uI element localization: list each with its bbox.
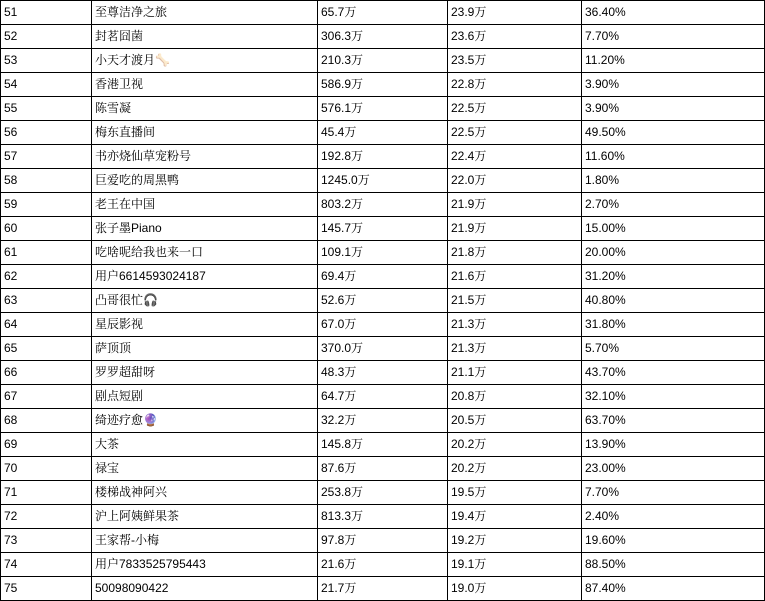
growth-rate-cell[interactable]: 40.80% [582,289,765,313]
rank-cell[interactable]: 70 [1,457,92,481]
follower-total-cell[interactable]: 586.9万 [318,73,448,97]
table-row [1,457,765,481]
follower-gain-cell[interactable]: 20.8万 [448,385,582,409]
follower-total-cell[interactable]: 813.3万 [318,505,448,529]
account-name-cell[interactable]: 梅东直播间 [92,121,318,145]
follower-total-cell[interactable]: 145.7万 [318,217,448,241]
account-name-cell[interactable]: 50098090422 [92,577,318,601]
table-row [1,25,765,49]
account-name-cell[interactable]: 绮迹疗愈🔮 [92,409,318,433]
follower-total-cell[interactable]: 192.8万 [318,145,448,169]
growth-rate-cell[interactable]: 43.70% [582,361,765,385]
growth-rate-cell[interactable]: 36.40% [582,1,765,25]
follower-total-cell[interactable]: 21.6万 [318,553,448,577]
account-name-cell[interactable]: 大茶 [92,433,318,457]
rank-cell[interactable]: 62 [1,265,92,289]
growth-rate-cell[interactable]: 13.90% [582,433,765,457]
rank-cell[interactable]: 67 [1,385,92,409]
follower-gain-cell[interactable]: 21.1万 [448,361,582,385]
rank-cell[interactable]: 68 [1,409,92,433]
follower-gain-cell[interactable]: 21.9万 [448,193,582,217]
follower-gain-cell[interactable]: 22.5万 [448,97,582,121]
growth-rate-cell[interactable]: 15.00% [582,217,765,241]
rank-cell[interactable]: 54 [1,73,92,97]
growth-rate-cell[interactable]: 3.90% [582,97,765,121]
follower-total-cell[interactable]: 803.2万 [318,193,448,217]
growth-rate-cell[interactable]: 23.00% [582,457,765,481]
follower-total-cell[interactable]: 48.3万 [318,361,448,385]
follower-total-cell[interactable]: 67.0万 [318,313,448,337]
table-row [1,289,765,313]
growth-rate-cell[interactable]: 87.40% [582,577,765,601]
account-name-cell[interactable]: 用户6614593024187 [92,265,318,289]
growth-rate-cell[interactable]: 31.80% [582,313,765,337]
table-row [1,49,765,73]
rank-cell[interactable]: 57 [1,145,92,169]
account-name-cell[interactable]: 书亦烧仙草宠粉号 [92,145,318,169]
table-row [1,265,765,289]
follower-gain-cell[interactable]: 23.5万 [448,49,582,73]
rank-cell[interactable]: 65 [1,337,92,361]
follower-total-cell[interactable]: 210.3万 [318,49,448,73]
account-name-cell[interactable]: 巨爱吃的周黑鸭 [92,169,318,193]
follower-gain-cell[interactable]: 22.5万 [448,121,582,145]
rank-cell[interactable]: 58 [1,169,92,193]
account-name-cell[interactable]: 沪上阿姨鲜果茶 [92,505,318,529]
rank-cell[interactable]: 59 [1,193,92,217]
table-row [1,121,765,145]
growth-rate-cell[interactable]: 32.10% [582,385,765,409]
account-name-cell[interactable]: 张子墨Piano [92,217,318,241]
table-row [1,313,765,337]
account-name-cell[interactable]: 吃啥呢给我也来一口 [92,241,318,265]
follower-total-cell[interactable]: 64.7万 [318,385,448,409]
growth-rate-cell[interactable]: 11.20% [582,49,765,73]
growth-rate-cell[interactable]: 63.70% [582,409,765,433]
growth-rate-cell[interactable]: 5.70% [582,337,765,361]
rank-cell[interactable]: 61 [1,241,92,265]
growth-rate-cell[interactable]: 1.80% [582,169,765,193]
table-row [1,505,765,529]
account-name-cell[interactable]: 用户7833525795443 [92,553,318,577]
account-name-cell[interactable]: 楼梯战神阿兴 [92,481,318,505]
rank-cell[interactable]: 73 [1,529,92,553]
follower-total-cell[interactable]: 52.6万 [318,289,448,313]
table-row [1,481,765,505]
follower-total-cell[interactable]: 69.4万 [318,265,448,289]
growth-rate-cell[interactable]: 7.70% [582,25,765,49]
table-row [1,145,765,169]
table-row [1,385,765,409]
growth-rate-cell[interactable]: 19.60% [582,529,765,553]
account-name-cell[interactable]: 禄宝 [92,457,318,481]
account-name-cell[interactable]: 小天才渡月🦴 [92,49,318,73]
follower-total-cell[interactable]: 87.6万 [318,457,448,481]
account-name-cell[interactable]: 封茗囧菌 [92,25,318,49]
follower-total-cell[interactable]: 306.3万 [318,25,448,49]
follower-total-cell[interactable]: 32.2万 [318,409,448,433]
rank-cell[interactable]: 75 [1,577,92,601]
follower-gain-cell[interactable]: 23.6万 [448,25,582,49]
follower-total-cell[interactable]: 65.7万 [318,1,448,25]
follower-gain-cell[interactable]: 22.8万 [448,73,582,97]
follower-gain-cell[interactable]: 21.5万 [448,289,582,313]
account-name-cell[interactable]: 星辰影视 [92,313,318,337]
follower-total-cell[interactable]: 370.0万 [318,337,448,361]
follower-gain-cell[interactable]: 19.4万 [448,505,582,529]
account-name-cell[interactable]: 香港卫视 [92,73,318,97]
rank-cell[interactable]: 63 [1,289,92,313]
rank-cell[interactable]: 72 [1,505,92,529]
table-row [1,409,765,433]
growth-rate-cell[interactable]: 20.00% [582,241,765,265]
account-name-cell[interactable]: 老王在中国 [92,193,318,217]
rank-cell[interactable]: 66 [1,361,92,385]
follower-gain-cell[interactable]: 20.2万 [448,433,582,457]
table-row [1,217,765,241]
follower-gain-cell[interactable]: 23.9万 [448,1,582,25]
follower-gain-cell[interactable]: 21.6万 [448,265,582,289]
account-name-cell[interactable]: 王家帮-小梅 [92,529,318,553]
table-row [1,97,765,121]
growth-rate-cell[interactable]: 2.40% [582,505,765,529]
follower-gain-cell[interactable]: 19.0万 [448,577,582,601]
table-row [1,169,765,193]
table-row [1,433,765,457]
growth-rate-cell[interactable]: 3.90% [582,73,765,97]
rank-cell[interactable]: 64 [1,313,92,337]
ranking-table-body [1,1,765,601]
follower-gain-cell[interactable]: 19.2万 [448,529,582,553]
follower-gain-cell[interactable]: 21.8万 [448,241,582,265]
table-row [1,1,765,25]
table-row [1,337,765,361]
follower-total-cell[interactable]: 253.8万 [318,481,448,505]
growth-rate-cell[interactable]: 7.70% [582,481,765,505]
follower-gain-cell[interactable]: 20.5万 [448,409,582,433]
follower-total-cell[interactable]: 576.1万 [318,97,448,121]
follower-total-cell[interactable]: 109.1万 [318,241,448,265]
rank-cell[interactable]: 71 [1,481,92,505]
rank-cell[interactable]: 55 [1,97,92,121]
follower-gain-cell[interactable]: 22.0万 [448,169,582,193]
follower-gain-cell[interactable]: 19.5万 [448,481,582,505]
growth-rate-cell[interactable]: 31.20% [582,265,765,289]
account-name-cell[interactable]: 剧点短剧 [92,385,318,409]
rank-cell[interactable]: 53 [1,49,92,73]
table-row [1,241,765,265]
account-name-cell[interactable]: 凸哥很忙🎧 [92,289,318,313]
rank-cell[interactable]: 69 [1,433,92,457]
account-name-cell[interactable]: 至尊洁净之旅 [92,1,318,25]
follower-total-cell[interactable]: 21.7万 [318,577,448,601]
table-row [1,553,765,577]
account-name-cell[interactable]: 罗罗超甜呀 [92,361,318,385]
growth-rate-cell[interactable]: 2.70% [582,193,765,217]
follower-gain-cell[interactable]: 21.3万 [448,337,582,361]
rank-cell[interactable]: 51 [1,1,92,25]
table-row [1,73,765,97]
follower-total-cell[interactable]: 97.8万 [318,529,448,553]
follower-gain-cell[interactable]: 21.9万 [448,217,582,241]
follower-total-cell[interactable]: 45.4万 [318,121,448,145]
follower-total-cell[interactable]: 145.8万 [318,433,448,457]
account-name-cell[interactable]: 陈雪凝 [92,97,318,121]
follower-gain-cell[interactable]: 20.2万 [448,457,582,481]
growth-rate-cell[interactable]: 49.50% [582,121,765,145]
table-row [1,361,765,385]
table-row [1,529,765,553]
rank-cell[interactable]: 60 [1,217,92,241]
follower-gain-cell[interactable]: 21.3万 [448,313,582,337]
follower-total-cell[interactable]: 1245.0万 [318,169,448,193]
follower-gain-cell[interactable]: 22.4万 [448,145,582,169]
table-row [1,577,765,601]
rank-cell[interactable]: 74 [1,553,92,577]
follower-gain-cell[interactable]: 19.1万 [448,553,582,577]
growth-rate-cell[interactable]: 11.60% [582,145,765,169]
account-name-cell[interactable]: 萨顶顶 [92,337,318,361]
growth-rate-cell[interactable]: 88.50% [582,553,765,577]
rank-cell[interactable]: 52 [1,25,92,49]
table-row [1,193,765,217]
rank-cell[interactable]: 56 [1,121,92,145]
